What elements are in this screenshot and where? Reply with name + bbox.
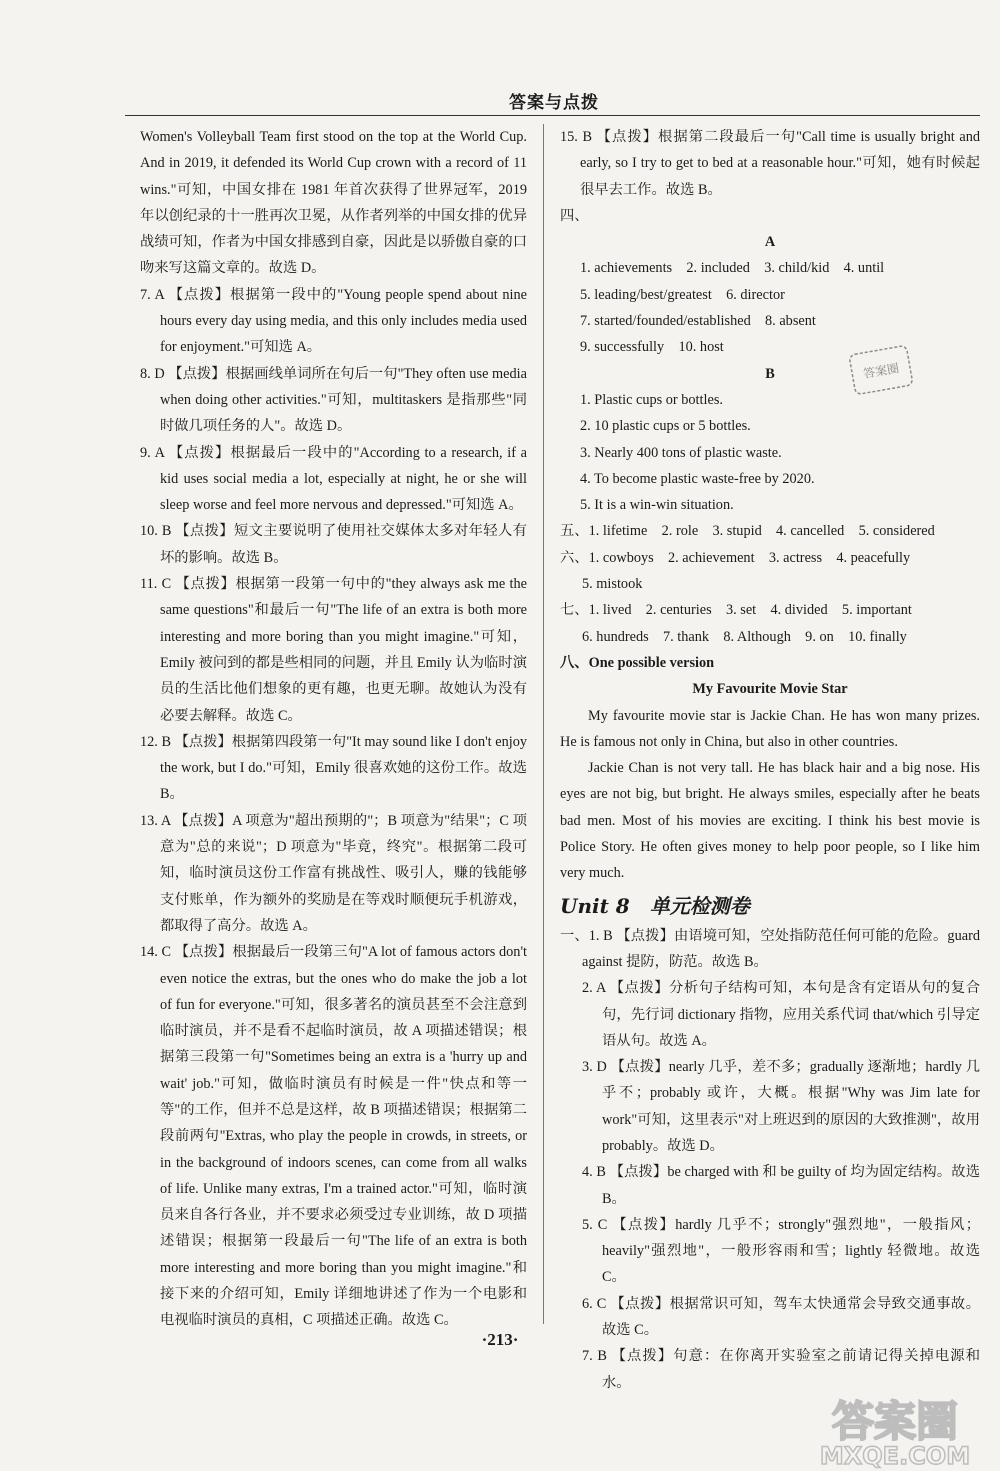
answer-item: 13. A 【点拨】A 项意为"超出预期的"；B 项意为"结果"；C 项意为"总的来说"；D 项意为"毕竟，终究"。根据第二段可知，临时演员这份工作富有挑战性、吸引人，赚的钱能够支付账单，作为额外的奖励是在等戏时顺便玩手机游戏，都取得了高分。故选 A。 — [140, 812, 527, 934]
answer-line: 5. It is a win-win situation. — [580, 497, 734, 514]
watermark-logo-icon — [800, 1390, 990, 1470]
left-column — [140, 124, 527, 1334]
right-column — [560, 124, 980, 1396]
answer-line: 2. 10 plastic cups or 5 bottles. — [580, 418, 751, 435]
answer-line: 七、1. lived 2. centuries 3. set 4. divided 5. important — [560, 602, 912, 619]
answer-line: 4. To become plastic waste-free by 2020. — [580, 470, 815, 487]
header-rule — [125, 115, 980, 116]
answer-item: 5. C 【点拨】hardly 几乎不；strongly"强烈地"，一般指风；heavily"强烈地"，一般形容雨和雪；lightly 轻微地。故选 C。 — [582, 1216, 980, 1286]
unit-heading: Unit 8 单元检测卷 — [560, 893, 750, 918]
subsection-label: B — [765, 365, 775, 382]
essay-paragraph: My favourite movie star is Jackie Chan. He has won many prizes. He is famous not only in China, but also in other countries. — [560, 707, 980, 750]
answer-item: 3. D 【点拨】nearly 几乎，差不多；gradually 逐渐地；hardly 几乎不；probably 或许，大概。根据"Why was Jim late for work"可知，这里表示"对上班迟到的原因的大致推测"，故用 probably。故选 D。 — [582, 1059, 980, 1154]
answer-item: 4. B 【点拨】be charged with 和 be guilty of 均为固定结构。故选 B。 — [582, 1164, 980, 1207]
essay-title: My Favourite Movie Star — [692, 681, 848, 698]
answer-item: 2. A 【点拨】分析句子结构可知，本句是含有定语从句的复合句，先行词 dictionary 指物，应用关系代词 that/which 引导定语从句。故选 A。 — [582, 980, 980, 1049]
answer-paragraph: Women's Volleyball Team first stood on the top at the World Cup. And in 2019, it defended its World Cup crown with a record of 11 wins."可知，中国女排在 1981 年首次获得了世界冠军，2019 年以创纪录的十一胜再次卫冕，从作者列举的中国女排的优异战绩可知，作者为中国女排感到自豪，因此是以骄傲自豪的口吻来写这篇文章的。故选 D。 — [140, 129, 527, 277]
answer-line: 7. started/founded/established 8. absent — [580, 313, 816, 330]
answer-item: 8. D 【点拨】根据画线单词所在句后一句"They often use media when doing other activities."可知，multitaskers 是指那些"同时做几项任务的人"。故选 D。 — [140, 365, 527, 435]
page-number: ·213· — [481, 1330, 519, 1349]
answer-item: 9. A 【点拨】根据最后一段中的"According to a research, if a kid uses social media a lot, especially at night, he or she will sleep worse and feel more nervous and depressed."可知选 A。 — [140, 444, 527, 514]
answer-line: 3. Nearly 400 tons of plastic waste. — [580, 444, 782, 461]
essay-paragraph: Jackie Chan is not very tall. He has black hair and a big nose. His eyes are not big, but bright. He always smiles, especially after he beats bad men. Most of his movies are exciting. I think his best movie is Police Story. He often gives money to help poor people, so I like him very much. — [560, 760, 980, 882]
svg-text:答案圈: 答案圈 — [862, 360, 901, 382]
answer-line: 五、1. lifetime 2. role 3. stupid 4. cancelled 5. considered — [560, 523, 935, 540]
answer-item: 一、1. B 【点拨】由语境可知，空处指防范任何可能的危险。guard against 提防，防范。故选 B。 — [560, 927, 980, 970]
answer-line: 1. Plastic cups or bottles. — [580, 391, 723, 408]
svg-text:答案圈: 答案圈 — [831, 1397, 959, 1446]
answer-item: 6. C 【点拨】根据常识可知，驾车太快通常会导致交通事故。故选 C。 — [582, 1295, 980, 1339]
svg-text:MXQE.COM: MXQE.COM — [819, 1442, 971, 1470]
subsection-label: A — [764, 234, 776, 251]
answer-item: 14. C 【点拨】根据最后一段第三句"A lot of famous actors don't even notice the extras, but the ones who do make the job a lot of fun for everyone."可知，很多著名的演员甚至不会注意到临时演员，并不是看不起临时演员，故 A 项描述错误；根据第三段第一句"Sometimes being an extra is a 'hurry up and wait' job."可知，做临时演员有时候是一件"快点和等一等"的工作，但并不总是这样，故 B 项描述错误；根据第二段前两句"Extras, who play the people in crowds, in streets, or in the background of indoors scenes, can come from all walks of life. Unlike many extras, I'm a trained actor."可知，临时演员来自各行各业，并不要求必须受过专业训练，故 D 项描述错误；根据第一段最后一句"The life of an extra is both more interesting and more boring than you might imagine."和接下来的介绍可知，Emily 详细地讲述了作为一个电影和电视临时演员的真相，C 项描述正确。故选 C。 — [140, 944, 527, 1329]
answer-line: 6. hundreds 7. thank 8. Although 9. on 10. finally — [582, 628, 907, 645]
answer-item: 15. B 【点拨】根据第二段最后一句"Call time is usually bright and early, so I try to get to bed at a reasonable hour."可知，她有时候起很早去工作。故选 B。 — [560, 129, 980, 198]
answer-item: 7. A 【点拨】根据第一段中的"Young people spend about nine hours every day using media, and this only includes media used for enjoyment."可知选 A。 — [140, 286, 527, 356]
section-label: 四、 — [560, 207, 589, 224]
answer-line: 9. successfully 10. host — [580, 339, 724, 356]
answer-line: 1. achievements 2. included 3. child/kid 4. until — [580, 260, 885, 277]
column-divider — [543, 124, 544, 1324]
answer-item: 12. B 【点拨】根据第四段第一句"It may sound like I don't enjoy the work, but I do."可知，Emily 很喜欢她的这份工作。故选 B。 — [140, 733, 527, 803]
answer-item: 11. C 【点拨】根据第一段第一句中的"they always ask me the same questions"和最后一句"The life of an extra is both more interesting and more boring than you might imagine."可知，Emily 被问到的都是些相同的问题，并且 Emily 认为临时演员的生活比他们想象的更有趣，也更无聊。故她认为没有必要去解释。故选 C。 — [140, 576, 527, 724]
answer-line: 5. mistook — [582, 576, 643, 593]
answer-line: 六、1. cowboys 2. achievement 3. actress 4. peacefully — [560, 549, 911, 566]
answer-item: 7. B 【点拨】句意：在你离开实验室之前请记得关掉电源和水。 — [582, 1348, 980, 1391]
answer-item: 10. B 【点拨】短文主要说明了使用社交媒体太多对年轻人有坏的影响。故选 B。 — [140, 523, 527, 566]
section-label: 八、One possible version — [560, 654, 715, 671]
page-header: 答案与点拨 — [509, 93, 599, 113]
answer-line: 5. leading/best/greatest 6. director — [580, 286, 785, 303]
